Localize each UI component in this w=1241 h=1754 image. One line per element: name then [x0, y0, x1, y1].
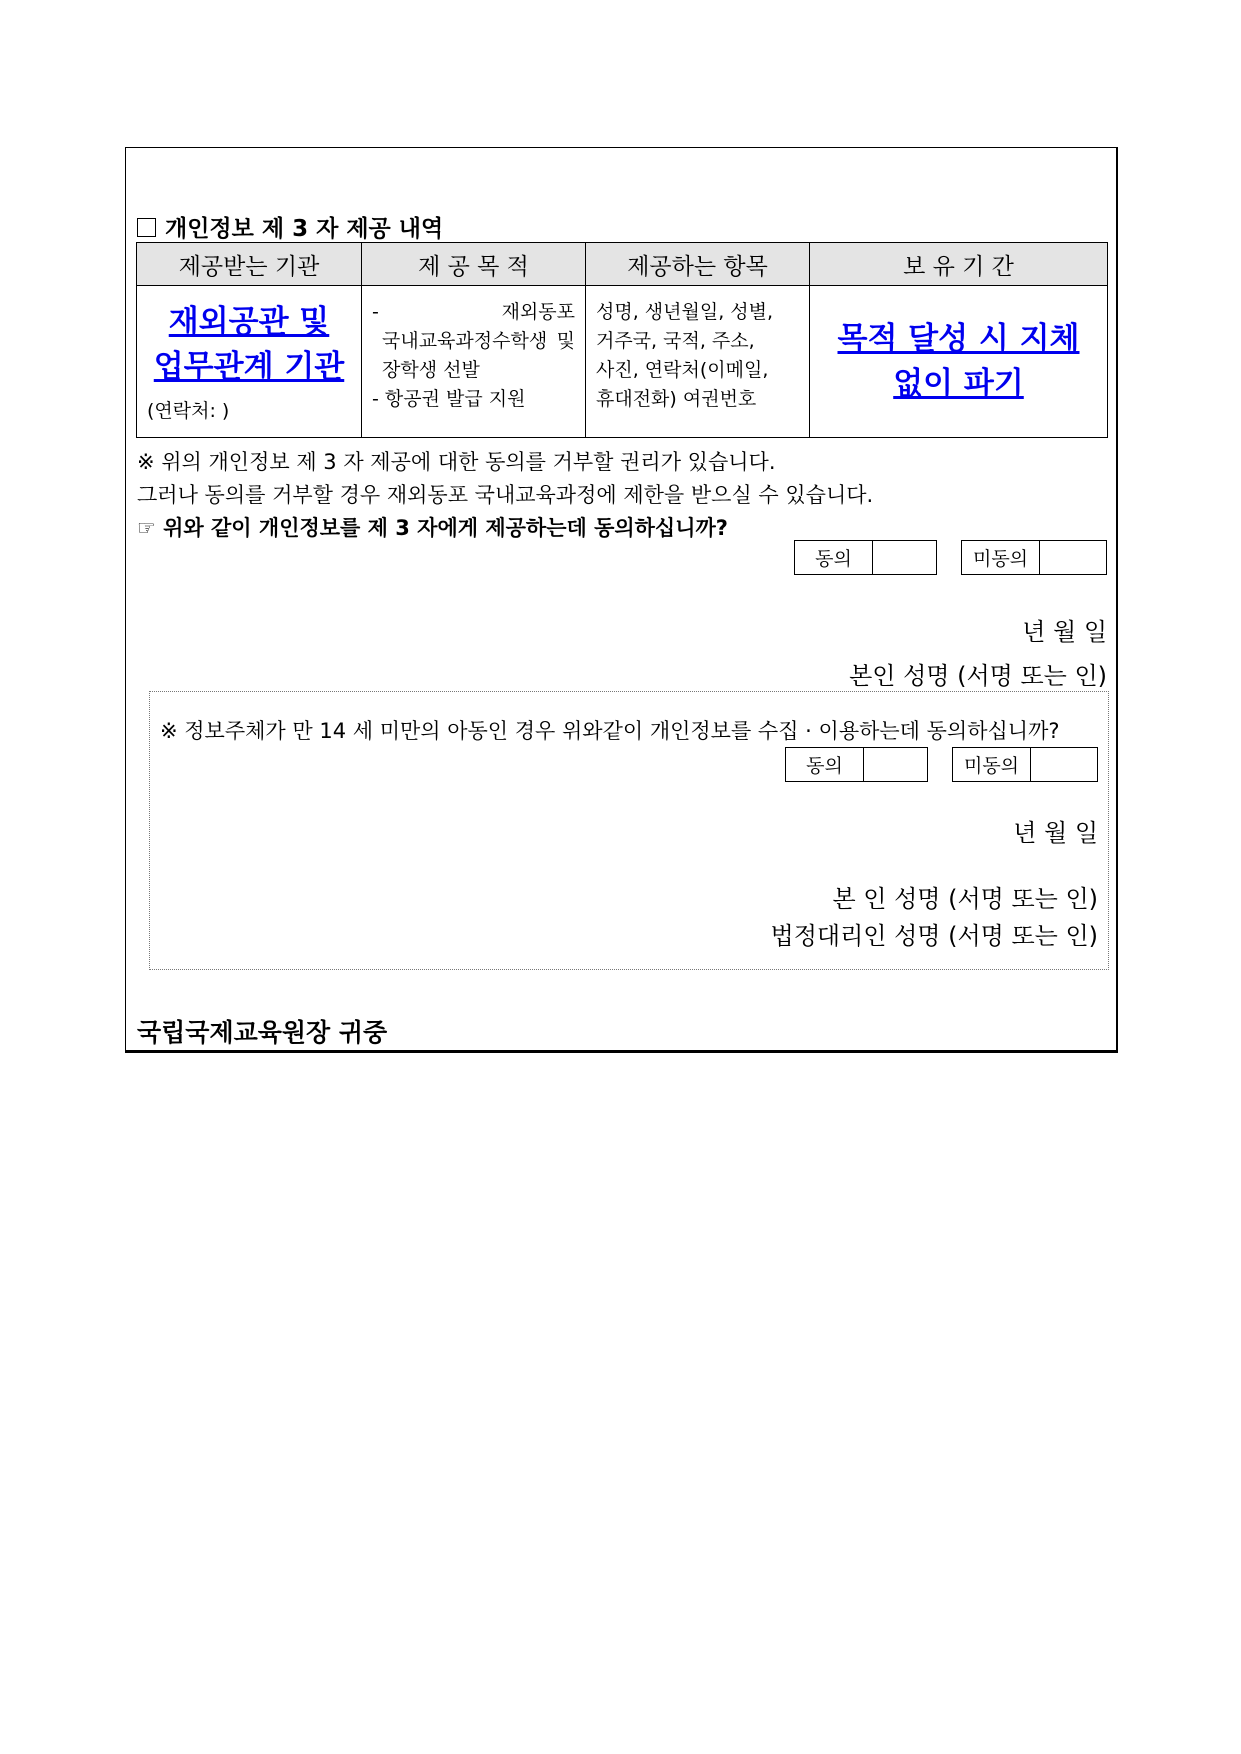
notice-right-to-refuse: ※ 위의 개인정보 제 3 자 제공에 대한 동의를 거부할 권리가 있습니다. — [137, 450, 776, 474]
agree-box — [794, 540, 937, 575]
third-party-table — [136, 242, 1108, 438]
agree-label: 동의 — [795, 541, 873, 574]
section-title-text: 개인정보 제 3 자 제공 내역 — [165, 216, 444, 242]
table-row — [137, 286, 1108, 438]
recipient-link-line1[interactable]: 재외공관 및 — [168, 304, 330, 340]
header-purpose: 제 공 목 적 — [362, 243, 586, 286]
items-line: 성명, 생년월일, 성별, — [596, 301, 774, 323]
addressee: 국립국제교육원장 귀중 — [137, 1018, 388, 1047]
child-disagree-label: 미동의 — [953, 748, 1031, 781]
purpose-line1 — [372, 298, 575, 327]
child-agree-label: 동의 — [786, 748, 864, 781]
recipient-contact: (연락처: ) — [147, 400, 230, 422]
purpose-line4: - 항공권 발급 지원 — [372, 388, 526, 410]
table-header-row — [137, 243, 1108, 286]
child-disagree-box — [952, 747, 1098, 782]
retention-link-line1[interactable]: 목적 달성 시 지체 — [837, 320, 1080, 357]
disagree-label: 미동의 — [962, 541, 1040, 574]
items-cell — [586, 286, 810, 438]
items-line: 거주국, 국적, 주소, — [596, 330, 755, 352]
notice-restriction: 그러나 동의를 거부할 경우 재외동포 국내교육과정에 제한을 받으실 수 있습니다. — [137, 483, 874, 507]
header-retention: 보 유 기 간 — [810, 243, 1108, 286]
purpose-line2-end: 및 — [556, 330, 575, 352]
retention-link-line2[interactable]: 없이 파기 — [893, 365, 1024, 402]
consent-question: ☞ 위와 같이 개인정보를 제 3 자에게 제공하는데 동의하십니까? — [137, 516, 728, 540]
child-date-line: 년 월 일 — [1013, 819, 1098, 847]
items-line: 사진, 연락처(이메일, — [596, 359, 769, 381]
recipient-cell — [137, 286, 362, 438]
header-items: 제공하는 항목 — [586, 243, 810, 286]
recipient-link-line2[interactable]: 업무관계 기관 — [153, 349, 345, 385]
header-recipient: 제공받는 기관 — [137, 243, 362, 286]
purpose-dash: - — [372, 301, 379, 323]
child-consent-question: ※ 정보주체가 만 14 세 미만의 아동인 경우 위와같이 개인정보를 수집 · 이용하는데 동의하십니까? — [160, 719, 1060, 743]
disagree-checkbox[interactable] — [1040, 541, 1103, 574]
section-title — [137, 210, 443, 243]
date-line: 년 월 일 — [1022, 618, 1107, 646]
child-disagree-checkbox[interactable] — [1031, 748, 1094, 781]
child-agree-checkbox[interactable] — [864, 748, 927, 781]
guardian-signature-line: 법정대리인 성명 (서명 또는 인) — [770, 922, 1098, 950]
purpose-line2-text: 국내교육과정수학생 — [382, 330, 548, 352]
retention-cell — [810, 286, 1108, 438]
child-agree-box — [785, 747, 928, 782]
checkbox-square-icon — [137, 218, 156, 237]
self-signature-line: 본인 성명 (서명 또는 인) — [849, 662, 1107, 690]
purpose-line3: 장학생 선발 — [382, 359, 480, 381]
agree-checkbox[interactable] — [873, 541, 936, 574]
disagree-box — [961, 540, 1107, 575]
child-self-signature-line: 본 인 성명 (서명 또는 인) — [832, 885, 1098, 913]
purpose-line1-text: 재외동포 — [501, 301, 575, 323]
purpose-line2 — [372, 327, 575, 356]
items-line: 휴대전화) 여권번호 — [596, 388, 757, 410]
purpose-cell — [362, 286, 586, 438]
